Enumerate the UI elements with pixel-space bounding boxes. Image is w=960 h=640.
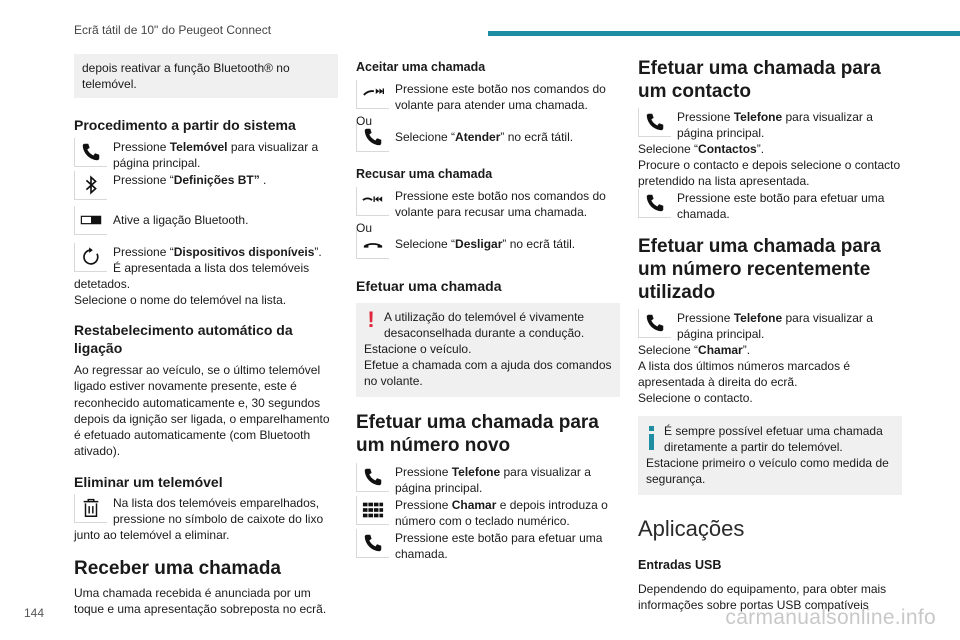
step-text: e depois introduza o número com o teclado numérico. xyxy=(395,498,608,528)
step-text: Selecione “ xyxy=(395,237,456,251)
step-text-bold: Telefone xyxy=(733,110,783,124)
step-text: para visualizar a página principal. xyxy=(113,140,319,170)
watermark: carmanualsonline.info xyxy=(725,606,936,629)
warning-row xyxy=(364,309,612,341)
info-box xyxy=(638,416,902,495)
step-text-bold: Telefone xyxy=(733,311,783,325)
auto-reconnect-text: Ao regressar ao veículo, se o último telemóvel ligado estiver novamente presente, este é reconhecido automaticamente e, 30 segundos depois da ignição ser ligada, o emparelhamento é efetuado automaticamente (com Bluetooth ativado). xyxy=(74,363,330,459)
toggle-switch-icon xyxy=(74,206,107,235)
column-2 xyxy=(356,54,620,562)
phone-icon xyxy=(638,189,671,218)
warning-text: Estacione o veículo. xyxy=(364,342,472,356)
section-title-new-number: Efetuar uma chamada para um número novo xyxy=(356,412,599,456)
step-text: Pressione xyxy=(113,140,170,154)
receive-call-text: Uma chamada recebida é anunciada por um toque e uma apresentação sobreposta no ecrã. xyxy=(74,585,327,616)
step-text: Pressione “ xyxy=(113,173,174,187)
phone-icon xyxy=(356,463,389,492)
step-text: . xyxy=(259,173,267,187)
step-text: ”. xyxy=(756,142,765,156)
step-text: Selecione “ xyxy=(638,343,699,357)
section-title-receive-call: Receber uma chamada xyxy=(74,557,281,579)
bluetooth-icon xyxy=(74,171,107,200)
step-available-devices xyxy=(74,243,338,276)
step-new-keypad xyxy=(356,496,620,529)
section-title-delete-phone: Eliminar um telemóvel xyxy=(74,473,223,490)
column-1 xyxy=(74,54,338,617)
step-text: Pressione xyxy=(395,465,452,479)
step-recent-telefone xyxy=(638,309,902,342)
step-text: para visualizar a página principal. xyxy=(677,110,873,140)
recent-select-text: Selecione o contacto. xyxy=(638,391,753,405)
step-press-telemovel xyxy=(74,138,338,171)
step-text: Selecione “ xyxy=(638,142,699,156)
or-text: Ou xyxy=(356,221,373,235)
step-text: Pressione “ xyxy=(113,245,174,259)
step-text-bold: Desligar xyxy=(455,237,503,251)
step-text-bold: Atender xyxy=(455,130,501,144)
warning-text: Efetue a chamada com a ajuda dos comandos no volante. xyxy=(364,358,612,388)
step-text: detetados. xyxy=(74,277,131,291)
trash-icon xyxy=(74,494,107,523)
step-text-bold: Definições BT” xyxy=(173,173,260,187)
step-text-bold: Telemóvel xyxy=(169,140,228,154)
step-accept-wheel xyxy=(356,80,620,113)
step-text: Pressione xyxy=(677,110,734,124)
step-text: ” no ecrã tátil. xyxy=(502,237,576,251)
or-text: Ou xyxy=(356,114,373,128)
step-text: Pressione este botão para efetuar uma chamada. xyxy=(395,531,603,561)
section-title-usb: Entradas USB xyxy=(638,558,722,572)
step-text: Pressione este botão para efetuar uma chamada. xyxy=(677,191,885,221)
page-number: 144 xyxy=(24,606,45,620)
step-activate-bt xyxy=(74,206,338,235)
step-text-bold: Telefone xyxy=(451,465,501,479)
info-text: Estacione primeiro o veículo como medida de segurança. xyxy=(646,456,889,486)
step-text: Pressione xyxy=(677,311,734,325)
header-accent-bar xyxy=(488,31,960,36)
step-text-bold: Chamar xyxy=(698,343,743,357)
phone-icon xyxy=(356,123,389,152)
step-text: para visualizar a página principal. xyxy=(677,311,873,341)
step-reject-wheel xyxy=(356,187,620,220)
info-row xyxy=(646,423,894,455)
steering-hangup-icon xyxy=(356,187,389,216)
step-new-telefone xyxy=(356,463,620,496)
intro-note: depois reativar a função Bluetooth® no telemóvel. xyxy=(82,61,290,91)
info-icon xyxy=(646,423,656,450)
step-text: Pressione xyxy=(395,498,452,512)
section-title-recent-number: Efetuar uma chamada para um número recentemente utilizado xyxy=(638,236,881,303)
step-text: Pressione este botão nos comandos do volante para atender uma chamada. xyxy=(395,82,606,112)
warning-box xyxy=(356,303,620,397)
column-3 xyxy=(638,54,902,613)
step-text-bold: Dispositivos disponíveis xyxy=(173,245,315,259)
step-text: para visualizar a página principal. xyxy=(395,465,591,495)
refresh-icon xyxy=(74,243,107,272)
step-contact-call xyxy=(638,189,902,222)
info-text: É sempre possível efetuar uma chamada diretamente a partir do telemóvel. xyxy=(664,424,883,454)
phone-icon xyxy=(356,529,389,558)
step-text: Selecione “ xyxy=(395,130,456,144)
warning-text: A utilização do telemóvel é vivamente desaconselhada durante a condução. xyxy=(384,310,585,340)
step-text: Pressione este botão nos comandos do volante para recusar uma chamada. xyxy=(395,189,606,219)
intro-note-box xyxy=(74,54,338,98)
step-text: ” no ecrã tátil. xyxy=(500,130,574,144)
step-contact-telefone xyxy=(638,108,902,141)
steering-answer-icon xyxy=(356,80,389,109)
step-select: Selecione o nome do telemóvel na lista. xyxy=(74,293,287,307)
step-text-bold: Chamar xyxy=(451,498,497,512)
step-text: ”. xyxy=(742,343,751,357)
section-title-call-contact: Efetuar uma chamada para um contacto xyxy=(638,58,881,102)
delete-phone-step xyxy=(74,494,338,527)
section-title-reject-call: Recusar uma chamada xyxy=(356,167,493,181)
section-title-procedure: Procedimento a partir do sistema xyxy=(74,117,296,133)
recent-list-text: A lista dos últimos números marcados é apresentada à direita do ecrã. xyxy=(638,359,851,389)
step-press-bt-settings xyxy=(74,171,338,200)
step-text: Na lista dos telemóveis emparelhados, pressione no símbolo de caixote do lixo xyxy=(113,495,324,526)
section-title-accept-call: Aceitar uma chamada xyxy=(356,60,486,74)
step-new-call xyxy=(356,529,620,562)
step-reject-screen xyxy=(356,230,620,259)
section-title-applications: Aplicações xyxy=(638,516,745,541)
section-title-auto-reconnect: Restabelecimento automático da ligação xyxy=(74,322,293,356)
phone-icon xyxy=(638,108,671,137)
step-accept-screen xyxy=(356,123,620,152)
step-text: ”. xyxy=(314,245,322,259)
phone-icon xyxy=(74,138,107,167)
warning-icon: ! xyxy=(367,307,375,332)
usb-text: Dependendo do equipamento, para obter mais informações sobre portas USB compatíveis xyxy=(638,582,887,612)
step-text: É apresentada a lista dos telemóveis xyxy=(113,261,310,275)
header-title: Ecrã tátil de 10" do Peugeot Connect xyxy=(74,23,272,37)
step-text: Ative a ligação Bluetooth. xyxy=(113,213,249,227)
hang-up-icon xyxy=(356,230,389,259)
step-text: junto ao telemóvel a eliminar. xyxy=(74,527,230,542)
contact-search-text: Procure o contacto e depois selecione o contacto pretendido na lista apresentada. xyxy=(638,158,901,188)
phone-icon xyxy=(638,309,671,338)
keypad-icon xyxy=(356,496,389,525)
section-title-make-call: Efetuar uma chamada xyxy=(356,278,502,294)
step-text-bold: Contactos xyxy=(698,142,757,156)
